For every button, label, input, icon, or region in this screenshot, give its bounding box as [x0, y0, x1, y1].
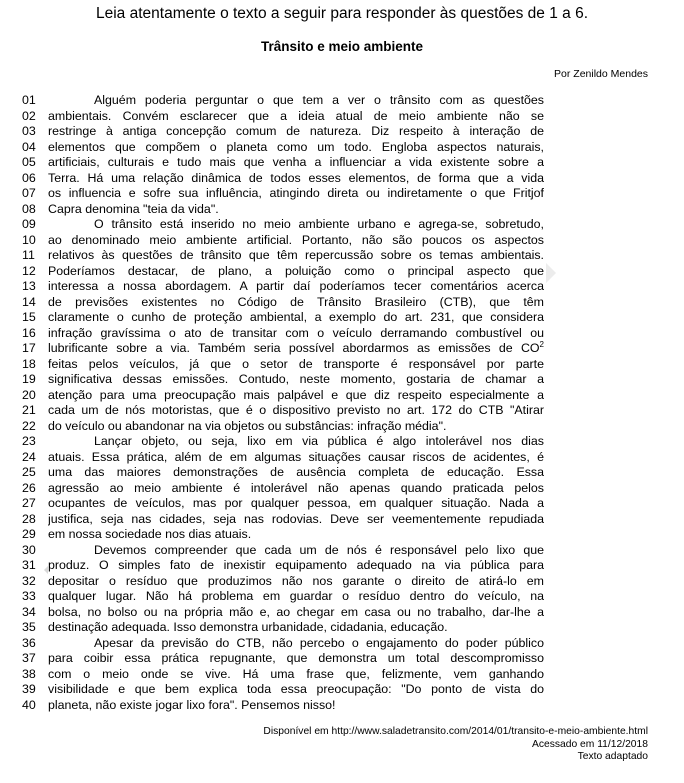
article-line [22, 109, 544, 125]
article-line [22, 310, 544, 326]
superscript: 2 [539, 341, 544, 349]
article-line [22, 93, 544, 109]
article-line [22, 186, 544, 202]
line-text [48, 357, 544, 373]
article-line [22, 403, 544, 419]
article-line [22, 620, 544, 636]
article-line [22, 140, 544, 156]
line-content: claramente o cunho de proteção ambiental, a exemplo do art. 231, que considera [48, 310, 544, 324]
line-content: agressão ao meio ambiente é intolerável não apenas quando praticada pelos [48, 480, 544, 495]
line-number: 11 [22, 248, 35, 262]
line-number: 25 [22, 465, 36, 479]
line-content: em nossa sociedade nos dias atuais. [48, 527, 252, 541]
line-number: 24 [22, 449, 36, 464]
article-line [22, 279, 544, 295]
line-number: 18 [22, 356, 36, 371]
line-content: uma das maiores demonstrações de ausência completa de educação. Essa [48, 465, 544, 479]
article-line [22, 233, 544, 249]
article-line [22, 434, 544, 450]
line-content: relativos às questões de trânsito que têm repercussão sobre os temas ambientais. [48, 248, 544, 262]
line-text [48, 109, 544, 125]
line-text [48, 450, 544, 466]
line-number: 08 [22, 201, 36, 216]
article-line [22, 651, 544, 667]
line-number: 23 [22, 434, 36, 448]
line-content: justifica, seja nas cidades, seja nas rodovias. Deve ser veementemente repudiada [48, 511, 544, 526]
line-content: planeta, não existe jogar lixo fora". Pensemos nisso! [48, 697, 336, 712]
line-content: O trânsito está inserido no meio ambiente urbano e agrega-se, sobretudo, [94, 217, 544, 231]
line-text [48, 295, 544, 311]
line-content: significativa dessas emissões. Contudo, neste momento, gostaria de chamar a [48, 372, 544, 386]
line-number: 36 [22, 635, 36, 650]
line-text [48, 341, 544, 357]
line-number: 13 [22, 279, 36, 293]
line-text [48, 264, 544, 280]
article-author: Por Zenildo Mendes [554, 68, 648, 80]
line-text [48, 651, 544, 667]
line-content: ocupantes de veículos, mas por qualquer pessoa, em qualquer situação. Nada a [48, 496, 544, 510]
line-number: 40 [22, 697, 36, 712]
line-text [48, 171, 544, 187]
line-number: 02 [22, 108, 36, 123]
article-line [22, 481, 544, 497]
line-text [48, 481, 544, 497]
line-number: 17 [22, 341, 36, 355]
line-number: 21 [22, 403, 36, 417]
line-number: 07 [22, 186, 36, 200]
line-number: 27 [22, 496, 36, 510]
line-number: 19 [22, 372, 36, 386]
line-text [48, 93, 544, 109]
line-content: Lançar objeto, ou seja, lixo em via pública é algo intolerável nos dias [94, 434, 544, 448]
line-text [48, 124, 544, 140]
line-text [48, 558, 544, 574]
source-citation [263, 726, 648, 764]
article-line [22, 574, 544, 590]
article-line [22, 295, 544, 311]
line-text [48, 527, 544, 543]
article-line [22, 527, 544, 543]
line-text [48, 574, 544, 590]
article-line [22, 171, 544, 187]
line-content: Devemos compreender que cada um de nós é responsável pelo lixo que [94, 542, 544, 557]
line-number: 01 [22, 93, 36, 107]
line-text [48, 434, 544, 450]
line-content: artificiais, culturais e tudo mais que venha a influenciar a vida existente sobre a [48, 155, 544, 169]
line-number: 26 [22, 480, 36, 495]
line-text [48, 279, 544, 295]
line-text [48, 155, 544, 171]
article-line [22, 543, 544, 559]
line-content: para coibir essa prática repugnante, que demonstra um total descompromisso [48, 651, 544, 665]
line-content: qualquer lugar. Não há problema em guardar o resíduo dentro do veículo, na [48, 589, 544, 603]
line-text [48, 202, 544, 218]
line-text [48, 496, 544, 512]
line-content: bolsa, no bolso ou na própria mão e, ao chegar em casa ou no trabalho, dar-lhe a [48, 604, 544, 619]
line-text [48, 326, 544, 342]
line-text [48, 465, 544, 481]
source-accessed-date: Acessado em 11/12/2018 [531, 738, 648, 750]
line-number: 16 [22, 325, 36, 340]
line-number: 31 [22, 558, 36, 572]
line-content: lubrificante sobre a via. Também seria possível abordarmos as emissões de CO [48, 341, 540, 355]
article-line [22, 558, 544, 574]
line-number: 12 [22, 263, 36, 278]
source-adapted-note: Texto adaptado [577, 751, 648, 762]
line-text [48, 419, 544, 435]
line-content: ao denominado meio ambiente artificial. Portanto, não são poucos os aspectos [48, 232, 544, 247]
article-line [22, 155, 544, 171]
line-content: elementos que compõem o planeta como um todo. Engloba aspectos naturais, [48, 139, 544, 154]
line-content: Terra. Há uma relação dinâmica de todos esses elementos, de forma que a vida [48, 170, 544, 185]
article-line [22, 682, 544, 698]
article-line [22, 341, 544, 357]
article-line [22, 465, 544, 481]
line-number: 32 [22, 573, 36, 588]
article-line [22, 248, 544, 264]
line-number: 20 [22, 387, 36, 402]
line-content: atenção para uma preocupação mais palpável e que diz respeito especialmente a [48, 387, 544, 402]
line-content: Poderíamos destacar, de plano, a poluição como o principal aspecto que [48, 263, 544, 278]
line-text [48, 620, 544, 636]
line-number: 06 [22, 170, 36, 185]
line-text [48, 698, 544, 714]
article-line [22, 419, 544, 435]
line-text [48, 605, 544, 621]
line-content: Apesar da previsão do CTB, não percebo o engajamento do poder público [94, 635, 544, 650]
line-number: 33 [22, 589, 36, 603]
line-number: 35 [22, 620, 36, 634]
article-body [22, 93, 544, 713]
article-line [22, 357, 544, 373]
line-content: destinação adequada. Isso demonstra urbanidade, cidadania, educação. [48, 620, 448, 634]
line-content: com o meio onde se vive. Há uma frase que, felizmente, vem ganhando [48, 666, 544, 681]
line-text [48, 682, 544, 698]
line-number: 09 [22, 217, 36, 231]
article-title: Trânsito e meio ambiente [260, 39, 424, 54]
line-content: de previsões existentes no Código de Trânsito Brasileiro (CTB), que têm [48, 294, 544, 309]
line-number: 28 [22, 511, 36, 526]
line-content: feitas pelos veículos, já que o setor de transporte é responsável por parte [48, 356, 544, 371]
article-line [22, 496, 544, 512]
line-number: 29 [22, 527, 36, 541]
article-line [22, 124, 544, 140]
line-content: depositar o resíduo que produzimos não nos garante o direito de atirá-lo em [48, 573, 544, 588]
line-text [48, 248, 544, 264]
line-content: do veículo ou abandonar na via objetos ou substâncias: infração média". [48, 418, 447, 433]
line-number: 04 [22, 139, 36, 154]
article-line [22, 326, 544, 342]
line-number: 38 [22, 666, 36, 681]
line-number: 15 [22, 310, 36, 324]
line-content: produz. O simples fato de inexistir equipamento adequado na via pública para [48, 558, 544, 572]
line-content: infração gravíssima o ato de transitar com o veículo derramando combustível ou [48, 325, 544, 340]
line-text [48, 233, 544, 249]
instruction-text: Leia atentamente o texto a seguir para responder às questões de 1 a 6. [95, 5, 589, 22]
article-line [22, 202, 544, 218]
line-text [48, 543, 544, 559]
line-content: interessa a nossa abordagem. A partir daí poderíamos tecer comentários acerca [48, 279, 544, 293]
line-text [48, 217, 544, 233]
line-text [48, 372, 544, 388]
line-content: visibilidade e que bem explica toda essa preocupação: "Do ponto de vista do [48, 682, 544, 696]
line-content: os influencia e sofre sua influência, atingindo direta ou indiretamente o que Fritjof [48, 186, 544, 200]
line-number: 34 [22, 604, 36, 619]
line-text [48, 667, 544, 683]
line-number: 37 [22, 651, 36, 665]
line-text [48, 589, 544, 605]
article-line [22, 217, 544, 233]
line-number: 39 [22, 682, 36, 696]
line-content: ambientais. Convém esclarecer que a ideia atual de meio ambiente não se [48, 108, 544, 123]
article-line [22, 636, 544, 652]
line-text [48, 512, 544, 528]
article-line [22, 589, 544, 605]
article-line [22, 605, 544, 621]
line-number: 10 [22, 232, 36, 247]
next-page-arrow-icon[interactable] [546, 263, 556, 283]
line-content: cada um de nós motoristas, que é o dispositivo previsto no art. 172 do CTB "Atirar [48, 403, 544, 417]
line-number: 14 [22, 294, 36, 309]
article-line [22, 372, 544, 388]
line-text [48, 403, 544, 419]
line-text [48, 186, 544, 202]
article-line [22, 264, 544, 280]
article-line [22, 450, 544, 466]
line-text [48, 636, 544, 652]
article-line [22, 512, 544, 528]
line-text [48, 388, 544, 404]
line-number: 03 [22, 124, 36, 138]
previous-page-arrow-icon[interactable] [44, 566, 48, 574]
line-content: Alguém poderia perguntar o que tem a ver o trânsito com as questões [94, 93, 544, 107]
source-url-text: Disponível em http://www.saladetransito.com/2014/01/transito-e-meio-ambiente.html [263, 726, 648, 737]
line-text [48, 140, 544, 156]
line-content: Capra denomina "teia da vida". [48, 201, 219, 216]
article-line [22, 667, 544, 683]
line-text [48, 310, 544, 326]
article-line [22, 698, 544, 714]
line-number: 05 [22, 155, 36, 169]
line-number: 30 [22, 542, 36, 557]
article-line [22, 388, 544, 404]
line-content: atuais. Essa prática, além de em algumas situações causar riscos de acidentes, é [48, 449, 544, 464]
line-number: 22 [22, 418, 36, 433]
line-content: restringe à antiga concepção comum de natureza. Diz respeito à interação de [48, 124, 544, 138]
